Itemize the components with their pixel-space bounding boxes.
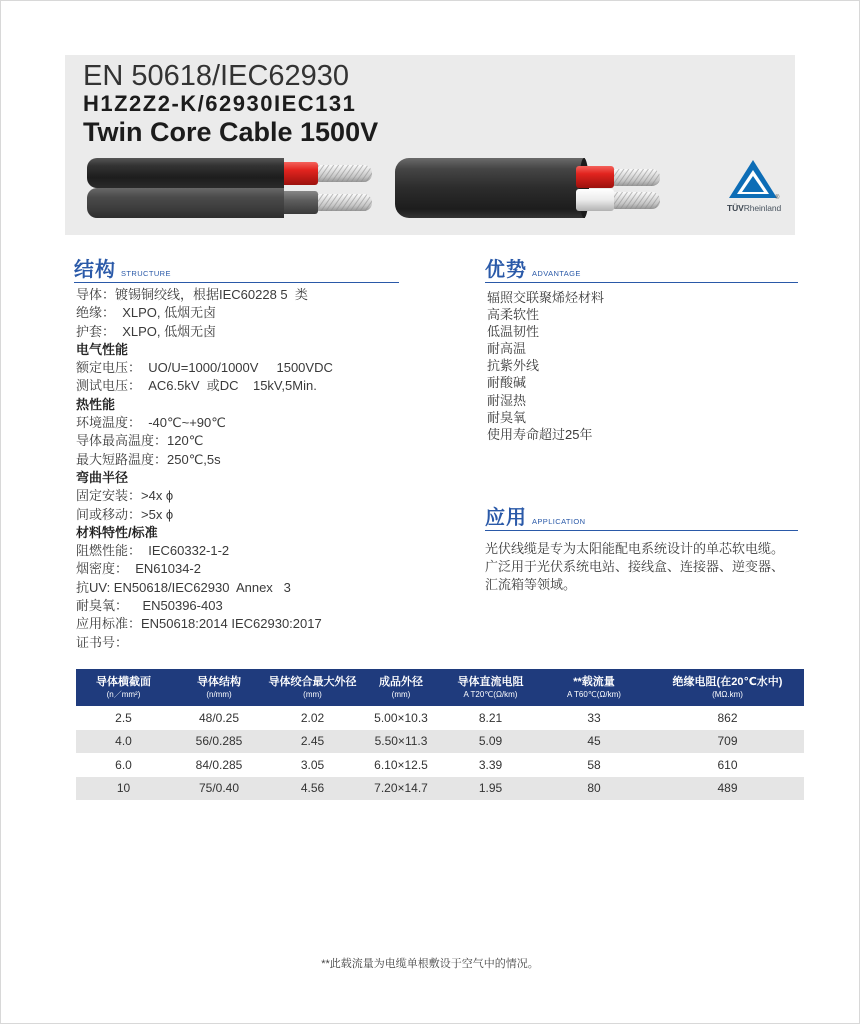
- table-cell: 5.50×11.3: [358, 730, 444, 754]
- column-label: 绝缘电阻(在20℃水中): [672, 675, 783, 688]
- column-unit: A T60℃(Ω/km): [567, 689, 621, 699]
- table-cell: 2.02: [300, 710, 325, 725]
- application-description: [485, 540, 797, 594]
- table-cell: 2.45: [267, 730, 358, 754]
- table-cell: 75/0.40: [171, 777, 267, 801]
- spec-line-rated-voltage: 额定电压： UO/U=1000/1000V 1500VDC: [76, 360, 333, 376]
- table-cell: 7.20×14.7: [358, 777, 444, 801]
- column-header-dc-resistance: [444, 669, 537, 706]
- spec-line-ozone-resistance: 耐臭氧： EN50396-403: [76, 598, 223, 614]
- tuv-rheinland-logo: [725, 158, 787, 218]
- column-unit: (n/mm): [206, 689, 232, 699]
- column-header-outer-diameter: [358, 669, 444, 706]
- product-name: Twin Core Cable 1500V: [83, 117, 379, 147]
- table-row: [76, 777, 804, 801]
- table-cell: 5.00×10.3: [374, 710, 428, 725]
- application-heading: [485, 506, 798, 531]
- model-code: H1Z2Z2-K/62930IEC131: [83, 91, 357, 116]
- application-line: 广泛用于光伏系统电站、接线盒、连接器、逆变器、: [485, 559, 785, 574]
- advantage-item: 耐酸碱: [487, 375, 527, 391]
- spec-line-max-conductor-temperature: 导体最高温度：120℃: [76, 433, 204, 449]
- table-cell: 4.0: [76, 730, 171, 754]
- column-label: 导体结构: [197, 675, 241, 688]
- spec-subheading-bending-radius: 弯曲半径: [76, 469, 129, 485]
- spec-line-flame-retardant: 阻燃性能： IEC60332-1-2: [76, 543, 230, 559]
- strand-texture: [312, 194, 372, 211]
- strand-texture: [608, 192, 660, 209]
- table-cell: 48/0.25: [198, 710, 240, 725]
- column-header-cross-section: [76, 669, 171, 706]
- specification-table: [76, 669, 804, 800]
- advantage-heading-en: ADVANTAGE: [532, 269, 581, 278]
- column-unit: (n／mm²): [106, 689, 141, 699]
- table-cell: 3.05: [300, 757, 325, 772]
- spec-subheading-thermal: 热性能: [76, 396, 116, 412]
- flat-twin-core-cable-icon: [87, 158, 372, 218]
- column-label: **载流量: [573, 675, 615, 688]
- advantage-item: 抗紫外线: [487, 358, 540, 374]
- table-cell: 610: [717, 757, 738, 772]
- advantage-item: 耐高温: [487, 341, 527, 357]
- advantage-heading: [485, 258, 798, 283]
- table-cell: 489: [651, 777, 804, 801]
- table-row: [76, 753, 804, 777]
- table-cell: 6.10×12.5: [374, 757, 428, 772]
- column-unit: (mm): [391, 689, 411, 699]
- spec-subheading-materials-standards: 材料特性/标准: [76, 524, 158, 540]
- table-cell: 2.5: [115, 710, 132, 725]
- spec-line-conductor: 导体：镀锡铜绞线，根据IEC60228 5 类: [76, 287, 308, 302]
- table-header-row: [76, 669, 804, 706]
- table-cell: 33: [587, 710, 601, 725]
- round-sheath-end: [500, 158, 585, 218]
- round-twin-core-cable-icon: [395, 158, 660, 218]
- column-header-current-rating: [537, 669, 651, 706]
- spec-line-test-voltage: 测试电压： AC6.5kV 或DC 15kV,5Min.: [76, 378, 317, 394]
- structure-heading-cn: 结构: [74, 259, 116, 281]
- advantage-item: 耐臭氧: [487, 409, 527, 425]
- rheinland-wordmark: Rheinland: [743, 203, 782, 213]
- column-header-max-strand-diameter: [267, 669, 358, 706]
- table-cell: 5.09: [444, 730, 537, 754]
- column-unit: (MΩ.km): [712, 689, 743, 699]
- table-cell: 58: [587, 757, 601, 772]
- column-header-conductor-structure: [171, 669, 267, 706]
- spec-line-uv-resistance: 抗UV: EN50618/IEC62930 Annex 3: [76, 579, 291, 595]
- strand-texture: [312, 165, 372, 182]
- table-row: [76, 730, 804, 754]
- spec-line-certificate-number: 证书号：: [76, 634, 129, 650]
- table-cell: 6.0: [115, 757, 132, 772]
- column-label: 导体直流电阻: [457, 675, 524, 688]
- advantage-item: 耐湿热: [487, 392, 527, 408]
- table-cell: 1.95: [444, 777, 537, 801]
- table-cell: 8.21: [478, 710, 503, 725]
- column-label: 成品外径: [379, 675, 423, 688]
- structure-heading-en: STRUCTURE: [121, 269, 171, 278]
- standard-title: EN 50618/IEC62930: [83, 60, 350, 92]
- structure-spec-list: [76, 286, 416, 652]
- table-cell: 709: [651, 730, 804, 754]
- table-cell: 80: [537, 777, 651, 801]
- application-line: 光伏线缆是专为太阳能配电系统设计的单芯软电缆。: [485, 541, 785, 556]
- spec-line-short-circuit-temperature: 最大短路温度：250℃,5s: [76, 451, 221, 467]
- strand-texture: [608, 169, 660, 186]
- structure-heading: [74, 258, 399, 283]
- spec-line-smoke-density: 烟密度： EN61034-2: [76, 561, 201, 577]
- spec-line-fixed-installation: 固定安装：>4x ϕ: [76, 488, 174, 504]
- table-row: [76, 706, 804, 730]
- spec-line-ambient-temperature: 环境温度： -40℃~+90℃: [76, 415, 226, 431]
- table-cell: 45: [537, 730, 651, 754]
- table-cell: 10: [76, 777, 171, 801]
- column-unit: (mm): [303, 689, 322, 699]
- column-unit: A T20℃(Ω/km): [463, 689, 518, 699]
- advantage-list: [487, 289, 797, 443]
- advantage-item: 使用寿命超过25年: [487, 426, 593, 442]
- table-cell: 3.39: [478, 757, 503, 772]
- product-header: [65, 55, 795, 235]
- table-cell: 56/0.285: [171, 730, 267, 754]
- application-heading-cn: 应用: [485, 507, 527, 529]
- advantage-heading-cn: 优势: [485, 259, 527, 281]
- white-core-insulation: [576, 189, 614, 211]
- gray-sheath-end: [230, 188, 284, 218]
- red-core-insulation: [576, 166, 614, 188]
- application-line: 汇流箱等领域。: [485, 577, 577, 592]
- column-label: 导体绞合最大外径: [268, 675, 357, 688]
- advantage-item: 高柔软性: [487, 307, 540, 323]
- spec-subheading-electrical: 电气性能: [76, 341, 129, 357]
- advantage-item: 低温韧性: [487, 324, 540, 340]
- application-heading-en: APPLICATION: [532, 517, 586, 526]
- spec-line-applied-standards: 应用标准：EN50618:2014 IEC62930:2017: [76, 616, 322, 632]
- registered-mark: ®: [775, 195, 780, 201]
- current-rating-footnote: **此载流量为电缆单根敷设于空气中的情况。: [321, 958, 539, 970]
- tuv-rheinland-wordmark: [727, 203, 781, 213]
- spec-line-sheath: 护套： XLPO, 低烟无卤: [76, 323, 217, 339]
- tuv-triangle-icon: [725, 158, 781, 202]
- table-cell: 4.56: [267, 777, 358, 801]
- tuv-wordmark-bold: TÜV: [727, 203, 744, 213]
- spec-line-occasional-movement: 间或移动：>5x ϕ: [76, 506, 174, 522]
- cable-photos: [80, 150, 680, 225]
- column-label: 导体横截面: [96, 675, 151, 688]
- spec-line-insulation: 绝缘： XLPO, 低烟无卤: [76, 305, 217, 321]
- table-cell: 84/0.285: [195, 757, 243, 772]
- column-header-insulation-resistance: [651, 669, 804, 706]
- black-sheath-end: [230, 158, 284, 188]
- advantage-item: 辐照交联聚烯烃材料: [487, 290, 605, 305]
- table-cell: 862: [717, 710, 738, 725]
